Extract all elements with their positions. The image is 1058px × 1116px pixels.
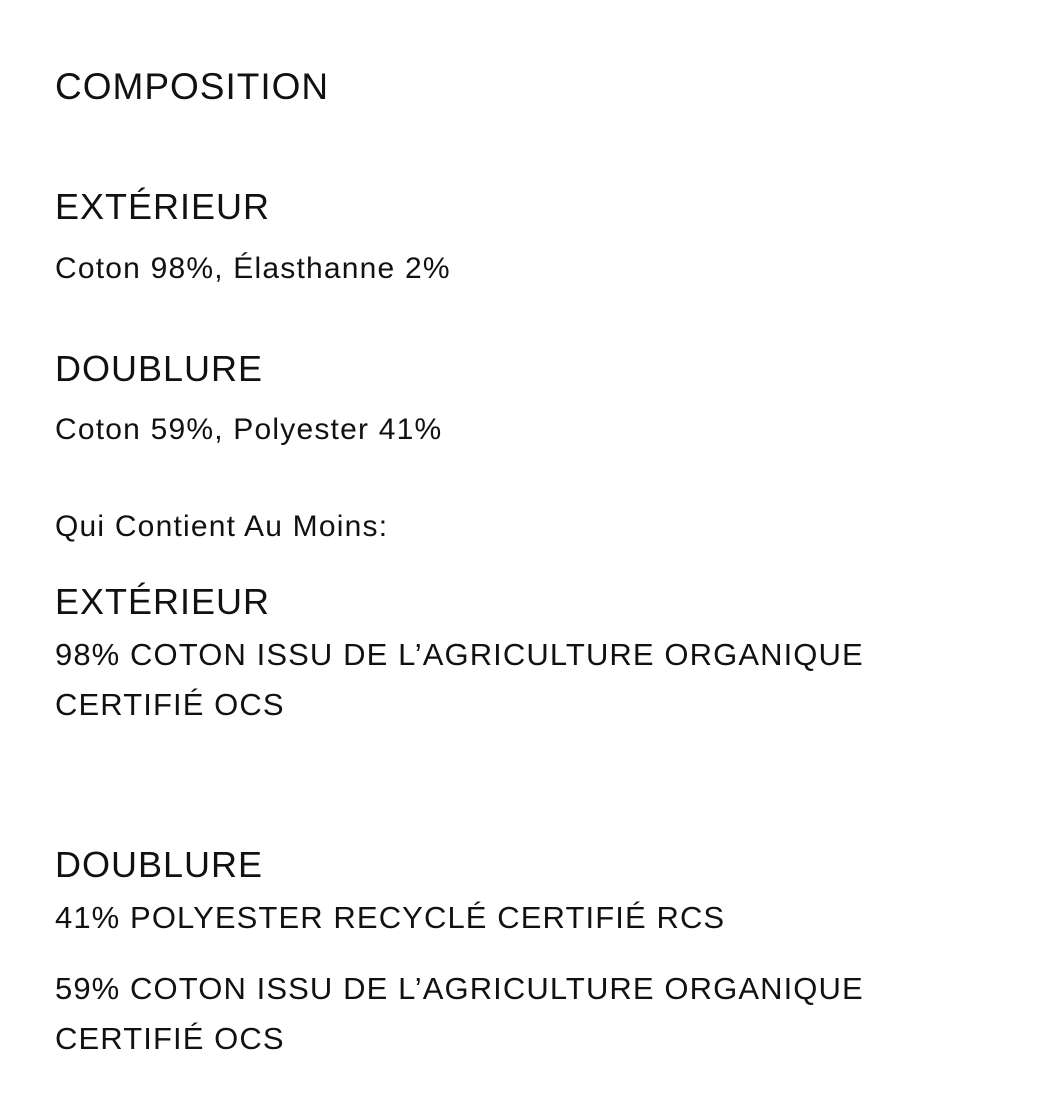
contains-at-least-label: Qui Contient Au Moins: (55, 510, 389, 543)
certified-outer-line-1: 98% COTON ISSU DE L’AGRICULTURE ORGANIQUE (55, 637, 864, 672)
composition-title: COMPOSITION (55, 66, 330, 107)
certified-lining-heading: DOUBLURE (55, 844, 264, 885)
certified-lining-item-1: 41% POLYESTER RECYCLÉ CERTIFIÉ RCS (55, 900, 726, 935)
certified-lining-item-2-line-2: CERTIFIÉ OCS (55, 1021, 285, 1056)
outer-heading: EXTÉRIEUR (55, 186, 271, 227)
certified-lining-item-2-line-1: 59% COTON ISSU DE L’AGRICULTURE ORGANIQUE (55, 971, 864, 1006)
lining-composition-text: Coton 59%, Polyester 41% (55, 413, 443, 446)
certified-outer-heading: EXTÉRIEUR (55, 581, 271, 622)
certified-outer-line-2: CERTIFIÉ OCS (55, 687, 285, 722)
lining-heading: DOUBLURE (55, 348, 264, 389)
outer-composition-text: Coton 98%, Élasthanne 2% (55, 252, 451, 285)
